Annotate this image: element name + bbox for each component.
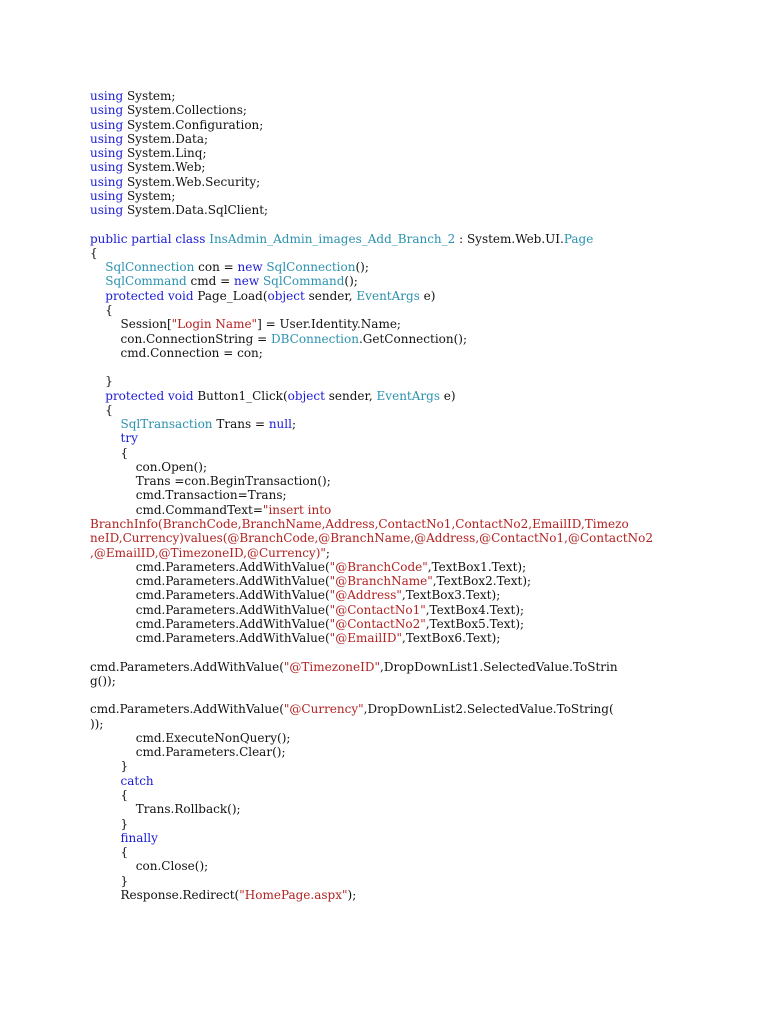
text-token — [90, 389, 105, 403]
keyword-token: new — [234, 274, 260, 289]
text-token — [90, 274, 105, 288]
type-token: DBConnection — [271, 331, 359, 346]
keyword-token: using — [90, 160, 124, 175]
code-line — [90, 731, 690, 745]
text-token: ,TextBox6.Text); — [402, 631, 501, 646]
text-token: { — [90, 445, 129, 460]
keyword-token: using — [90, 131, 124, 146]
code-line — [90, 103, 690, 117]
text-token: con = — [194, 260, 238, 275]
text-token: cmd.Parameters.AddWithValue( — [90, 588, 330, 603]
code-line — [90, 645, 690, 659]
code-line — [90, 717, 690, 731]
code-line — [90, 517, 690, 531]
code-line — [90, 417, 690, 431]
code-line — [90, 817, 690, 831]
text-token: cmd.Parameters.AddWithValue( — [90, 616, 330, 631]
text-token: { — [90, 845, 129, 860]
text-token — [90, 417, 121, 431]
keyword-token: using — [90, 203, 124, 218]
type-token: Page — [563, 231, 594, 246]
text-token: Trans =con.BeginTransaction(); — [90, 474, 331, 489]
keyword-token: finally — [120, 830, 158, 845]
code-line — [90, 603, 690, 617]
text-token: con.Close(); — [90, 859, 209, 874]
text-token: con.ConnectionString = — [90, 331, 272, 346]
code-listing — [90, 89, 690, 902]
code-line — [90, 89, 690, 103]
text-token: Page_Load( — [193, 288, 268, 303]
text-token: cmd.Parameters.AddWithValue( — [90, 559, 330, 574]
code-line — [90, 189, 690, 203]
string-token: "@TimezoneID" — [283, 659, 381, 674]
text-token: ; — [291, 417, 296, 432]
text-token: ,TextBox3.Text); — [401, 588, 501, 603]
text-token: ,TextBox4.Text); — [425, 602, 525, 617]
text-token: cmd.ExecuteNonQuery(); — [90, 730, 291, 745]
keyword-token: using — [90, 188, 124, 203]
code-line — [90, 617, 690, 631]
text-token: cmd.Parameters.Clear(); — [90, 745, 286, 760]
text-token: )); — [90, 716, 104, 731]
string-token: "@ContactNo1" — [329, 602, 426, 617]
code-line — [90, 503, 690, 517]
text-token — [90, 774, 121, 788]
code-line — [90, 132, 690, 146]
text-token: } — [90, 759, 129, 774]
code-line — [90, 488, 690, 502]
keyword-token: new — [237, 260, 263, 275]
code-line — [90, 574, 690, 588]
code-line — [90, 874, 690, 888]
keyword-token: protected void — [105, 388, 194, 403]
type-token: EventArgs — [376, 388, 440, 403]
text-token: : System.Web.UI. — [455, 231, 564, 246]
text-token: } — [90, 374, 113, 389]
text-token: e) — [439, 388, 456, 403]
type-token: SqlCommand — [105, 274, 187, 289]
string-token: neID,Currency)values(@BranchCode,@BranchName,@Address,@ContactNo1,@ContactNo2 — [90, 531, 653, 546]
code-line — [90, 674, 690, 688]
text-token: } — [90, 816, 129, 831]
string-token: "@BranchName" — [329, 574, 433, 589]
code-line — [90, 317, 690, 331]
text-token: } — [90, 873, 129, 888]
type-token: EventArgs — [356, 288, 420, 303]
code-line — [90, 802, 690, 816]
code-line — [90, 346, 690, 360]
text-token — [90, 289, 105, 303]
text-token: Button1_Click( — [193, 388, 288, 403]
text-token: Trans.Rollback(); — [90, 802, 241, 817]
text-token: g()); — [90, 673, 116, 688]
keyword-token: catch — [120, 773, 154, 788]
keyword-token: object — [267, 288, 305, 303]
text-token: System.Data; — [123, 131, 209, 146]
code-line — [90, 859, 690, 873]
code-line — [90, 260, 690, 274]
text-token: sender, — [304, 288, 357, 303]
string-token: BranchInfo(BranchCode,BranchName,Address,ContactNo1,ContactNo2,EmailID,Timezo — [90, 516, 629, 531]
code-line — [90, 631, 690, 645]
string-token: "@ContactNo2" — [329, 616, 426, 631]
string-token: "@Currency" — [283, 702, 364, 717]
text-token: (); — [355, 260, 369, 275]
code-line — [90, 289, 690, 303]
type-token: SqlTransaction — [120, 417, 213, 432]
text-token: ,DropDownList1.SelectedValue.ToStrin — [380, 659, 618, 674]
text-token: sender, — [324, 388, 377, 403]
text-token: .GetConnection(); — [358, 331, 468, 346]
text-token: { — [90, 788, 129, 803]
string-token: "Login Name" — [171, 317, 258, 332]
text-token: cmd.Parameters.AddWithValue( — [90, 602, 330, 617]
type-token: InsAdmin_Admin_images_Add_Branch_2 — [209, 231, 456, 246]
text-token: System.Web.Security; — [123, 174, 261, 189]
code-line — [90, 403, 690, 417]
code-line — [90, 146, 690, 160]
code-line — [90, 560, 690, 574]
type-token: SqlConnection — [105, 260, 195, 275]
text-token: cmd.Parameters.AddWithValue( — [90, 631, 330, 646]
code-line — [90, 217, 690, 231]
text-token: System; — [123, 89, 176, 103]
string-token: ,@EmailID,@TimezoneID,@Currency)" — [90, 545, 326, 560]
code-line — [90, 474, 690, 488]
code-line — [90, 175, 690, 189]
text-token: ); — [347, 887, 357, 902]
keyword-token: null — [268, 417, 292, 432]
code-line — [90, 160, 690, 174]
code-line — [90, 702, 690, 716]
text-token: { — [90, 245, 98, 260]
text-token: e) — [419, 288, 436, 303]
text-token: ,TextBox5.Text); — [425, 616, 525, 631]
code-line — [90, 360, 690, 374]
keyword-token: public partial class — [90, 231, 206, 246]
text-token: cmd = — [186, 274, 235, 289]
text-token: System.Data.SqlClient; — [123, 203, 269, 218]
string-token: "@Address" — [329, 588, 402, 603]
code-line — [90, 374, 690, 388]
text-token — [90, 260, 105, 274]
text-token: System.Web; — [123, 160, 206, 175]
code-line — [90, 389, 690, 403]
text-token: ,TextBox1.Text); — [427, 559, 527, 574]
code-line — [90, 788, 690, 802]
code-line — [90, 446, 690, 460]
code-line — [90, 274, 690, 288]
keyword-token: using — [90, 146, 124, 161]
keyword-token: protected void — [105, 288, 194, 303]
code-line — [90, 546, 690, 560]
text-token: Session[ — [90, 317, 172, 332]
keyword-token: using — [90, 103, 124, 118]
code-line — [90, 660, 690, 674]
text-token: cmd.Parameters.AddWithValue( — [90, 574, 330, 589]
string-token: "HomePage.aspx" — [239, 887, 348, 902]
code-line — [90, 232, 690, 246]
string-token: "insert into — [262, 502, 332, 517]
text-token: ; — [325, 545, 330, 560]
type-token: SqlConnection — [266, 260, 356, 275]
keyword-token: using — [90, 174, 124, 189]
text-token: (); — [344, 274, 358, 289]
text-token: cmd.Parameters.AddWithValue( — [90, 702, 284, 717]
text-token: cmd.Connection = con; — [90, 345, 263, 360]
code-line — [90, 303, 690, 317]
code-line — [90, 845, 690, 859]
code-line — [90, 588, 690, 602]
text-token: Trans = — [212, 417, 269, 432]
text-token: ] = User.Identity.Name; — [257, 317, 401, 332]
keyword-token: using — [90, 89, 124, 103]
code-line — [90, 688, 690, 702]
keyword-token: using — [90, 117, 124, 132]
string-token: "@EmailID" — [329, 631, 403, 646]
code-line — [90, 118, 690, 132]
code-line — [90, 460, 690, 474]
keyword-token: try — [120, 431, 138, 446]
text-token: cmd.CommandText= — [90, 502, 263, 517]
text-token: { — [90, 402, 113, 417]
text-token — [90, 831, 121, 845]
code-line — [90, 332, 690, 346]
code-line — [90, 888, 690, 902]
text-token: ,TextBox2.Text); — [432, 574, 532, 589]
text-token: ,DropDownList2.SelectedValue.ToString( — [363, 702, 614, 717]
code-line — [90, 431, 690, 445]
type-token: SqlCommand — [262, 274, 345, 289]
text-token: Response.Redirect( — [90, 887, 240, 902]
string-token: "@BranchCode" — [329, 559, 428, 574]
text-token: { — [90, 302, 113, 317]
code-line — [90, 745, 690, 759]
code-line — [90, 531, 690, 545]
code-line — [90, 831, 690, 845]
text-token: System.Linq; — [123, 146, 207, 161]
code-line — [90, 774, 690, 788]
text-token: con.Open(); — [90, 459, 208, 474]
text-token: System.Collections; — [123, 103, 247, 118]
text-token: cmd.Parameters.AddWithValue( — [90, 659, 284, 674]
text-token: cmd.Transaction=Trans; — [90, 488, 287, 503]
text-token — [90, 431, 121, 445]
text-token: System.Configuration; — [123, 117, 264, 132]
keyword-token: object — [287, 388, 325, 403]
text-token: System; — [123, 188, 176, 203]
code-line — [90, 246, 690, 260]
code-line — [90, 759, 690, 773]
code-line — [90, 203, 690, 217]
